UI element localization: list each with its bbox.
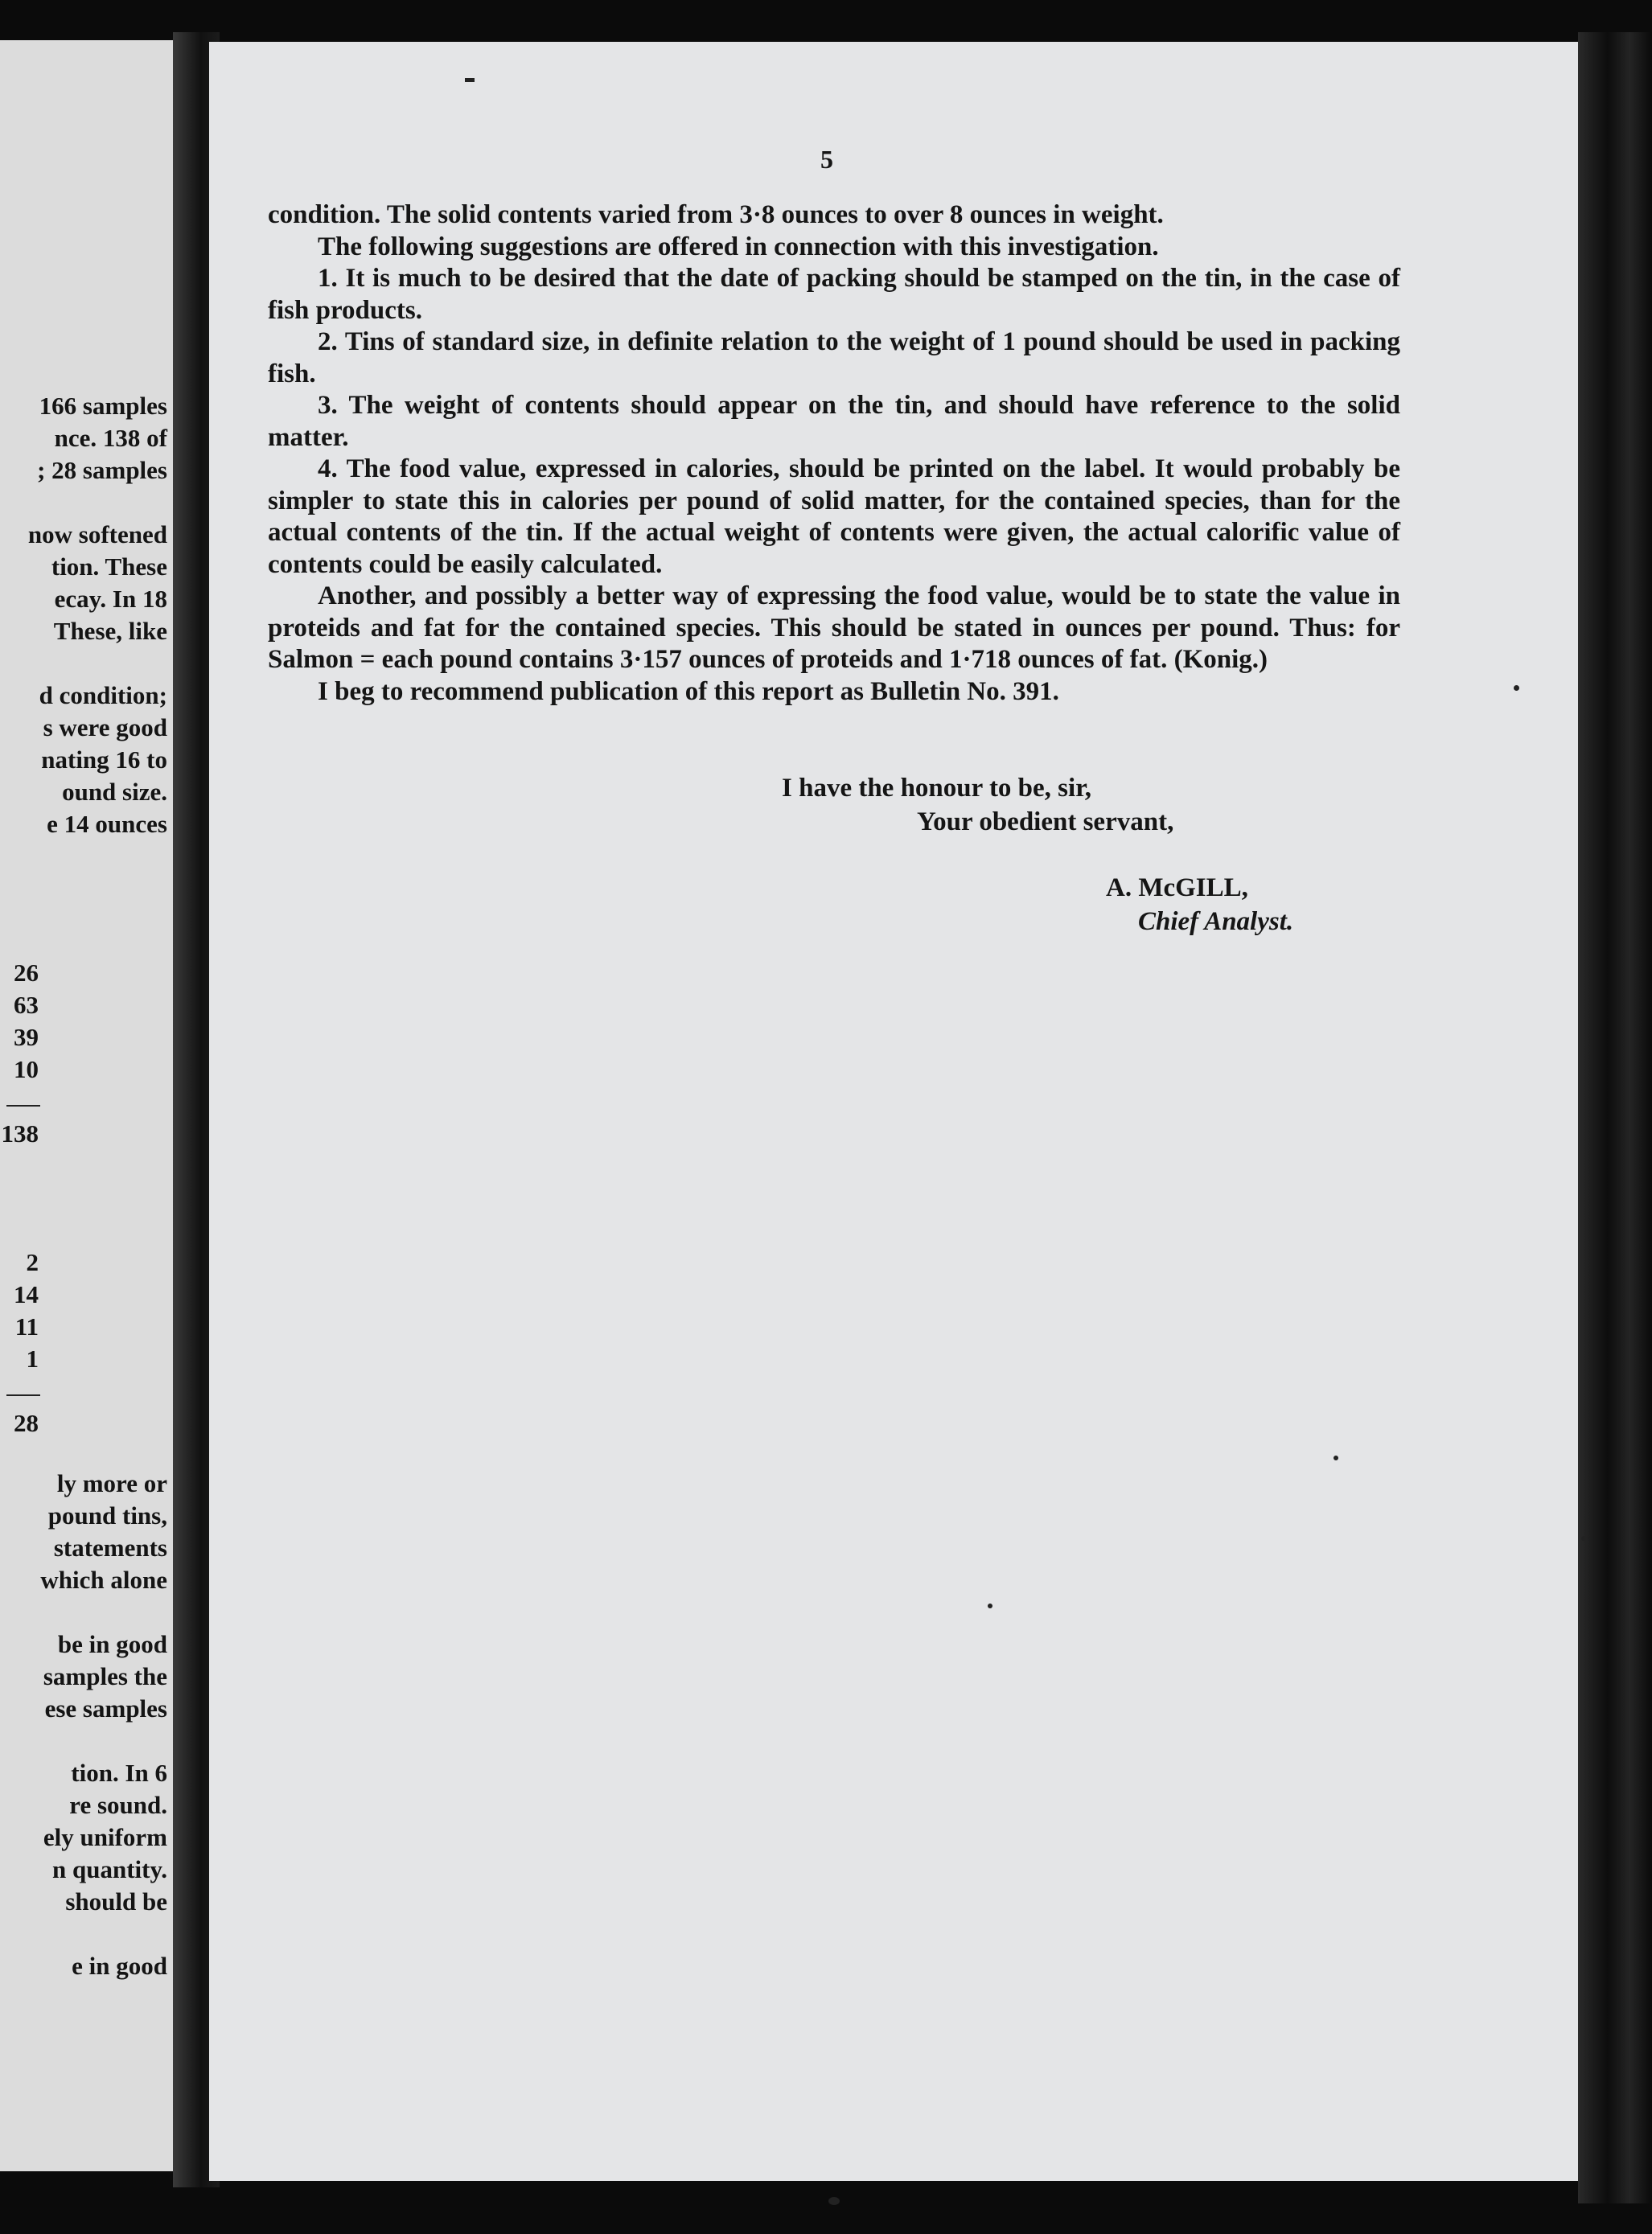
- left-total: 28: [14, 1409, 39, 1437]
- scan-speck: [828, 2197, 840, 2205]
- scan-speck: [988, 1604, 992, 1608]
- left-text-line: samples the: [43, 1662, 167, 1690]
- left-text-line: ecay. In 18: [54, 585, 167, 613]
- signatory-title: Chief Analyst.: [1138, 907, 1294, 936]
- left-text-line: e 14 ounces: [47, 810, 167, 838]
- left-text-line: nce. 138 of: [54, 424, 167, 452]
- paragraph: The following suggestions are offered in connection with this investigation.: [318, 232, 1159, 261]
- scan-speck: [1514, 685, 1519, 691]
- left-text-line: which alone: [40, 1566, 167, 1594]
- left-number: 26: [14, 959, 39, 987]
- page-number: 5: [820, 145, 833, 174]
- left-text-line: 166 samples: [39, 392, 167, 420]
- left-text-line: nating 16 to: [41, 745, 167, 774]
- paragraph: I beg to recommend publication of this report as Bulletin No. 391.: [318, 676, 1059, 706]
- signatory-name: A. McGILL,: [1106, 873, 1248, 902]
- report-body: [268, 199, 1400, 708]
- left-text-line: e in good: [72, 1952, 167, 1980]
- left-number: 63: [14, 991, 39, 1019]
- facing-page-left: [0, 40, 183, 2171]
- left-text-line: pound tins,: [47, 1501, 167, 1530]
- left-text-line: s were good: [43, 713, 167, 741]
- page-edge-shadow: [1578, 32, 1652, 2203]
- left-text-line: tion. These: [51, 552, 167, 581]
- left-text-line: tion. In 6: [71, 1759, 167, 1787]
- left-total: 138: [1, 1119, 39, 1148]
- left-number: 11: [14, 1312, 39, 1341]
- scan-speck: [1334, 1456, 1338, 1460]
- salutation: I have the honour to be, sir,: [782, 774, 1092, 803]
- left-text-line: now softened: [27, 520, 167, 548]
- left-text-line: be in good: [57, 1630, 167, 1658]
- scan-speck: [1581, 1536, 1586, 1541]
- left-number: 39: [14, 1023, 39, 1051]
- paragraph: 4. The food value, expressed in calories, should be printed on the label. It would probably be simpler to state this in calories per pound of solid matter, for the contained species, than for the actual contents of the tin. If the actual weight of contents were given, the actual calorific value of contents could be easily calculated.: [268, 454, 1400, 579]
- complimentary-close: Your obedient servant,: [917, 807, 1174, 836]
- left-text-line: ely uniform: [43, 1823, 167, 1851]
- paragraph: condition. The solid contents varied from 3·8 ounces to over 8 ounces in weight.: [268, 200, 1164, 229]
- left-text-line: d condition;: [39, 681, 167, 709]
- left-text-line: ese samples: [44, 1694, 167, 1723]
- left-text-line: should be: [65, 1887, 167, 1916]
- left-number: 2: [26, 1248, 39, 1276]
- left-number: 1: [26, 1345, 39, 1373]
- left-text-line: re sound.: [69, 1791, 167, 1819]
- sum-rule: [6, 1105, 40, 1107]
- left-text-line: statements: [53, 1534, 167, 1562]
- paragraph: 2. Tins of standard size, in definite relation to the weight of 1 pound should be used in packing fish.: [268, 327, 1400, 388]
- left-number: 10: [14, 1055, 39, 1083]
- left-text-line: n quantity.: [51, 1855, 167, 1883]
- left-text-line: ; 28 samples: [37, 456, 167, 484]
- left-text-line: These, like: [53, 617, 167, 645]
- left-number: 14: [14, 1280, 39, 1308]
- sum-rule: [6, 1394, 40, 1396]
- paragraph: Another, and possibly a better way of expressing the food value, would be to state the value in proteids and fat for the contained species. This should be stated in ounces per pound. Thus: for Salmon = each pound contains 3·157 ounces of proteids and 1·718 ounces of fat. (Konig.): [268, 581, 1400, 674]
- paragraph: 1. It is much to be desired that the date of packing should be stamped on the tin, in the case of fish products.: [268, 264, 1400, 325]
- left-text-line: ly more or: [56, 1469, 167, 1497]
- paragraph: 3. The weight of contents should appear on the tin, and should have reference to the solid matter.: [268, 391, 1400, 452]
- left-text-line: ound size.: [62, 778, 167, 806]
- scan-speck: [465, 78, 475, 82]
